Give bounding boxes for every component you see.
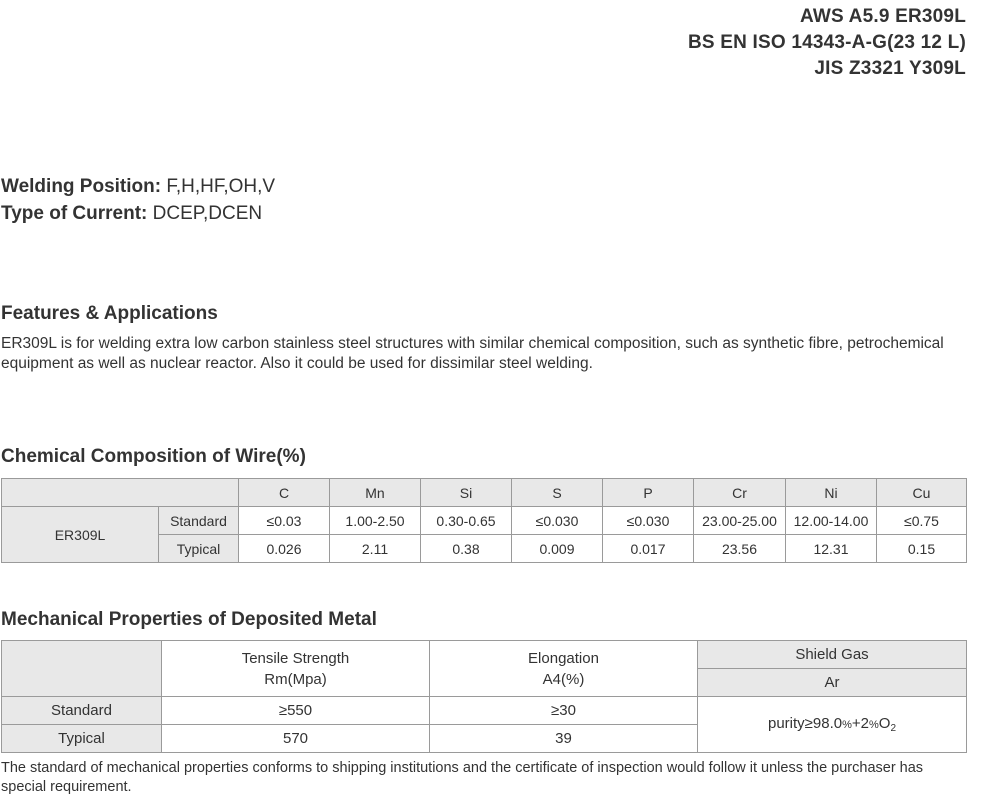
type-of-current-value: DCEP,DCEN [147,203,263,224]
mech-typical-tensile: 570 [162,725,430,753]
mech-purity-oxygen: O [878,715,891,732]
chem-standard-si: 0.30-0.65 [421,507,512,535]
mech-purity-prefix: purity≥98.0 [767,715,843,732]
mech-typical-label: Typical [2,725,162,753]
chem-typical-c: 0.026 [239,535,330,563]
features-title: Features & Applications [1,303,218,324]
standard-en-iso: BS EN ISO 14343-A-G(23 12 L) [687,32,966,53]
standard-aws: AWS A5.9 ER309L [800,6,966,27]
chem-typical-mn: 2.11 [330,535,421,563]
chemical-composition-table [1,478,967,563]
mechanical-properties-table [1,640,967,753]
chem-standard-ni: 12.00-14.00 [786,507,877,535]
chem-grade: ER309L [2,507,159,563]
welding-position [1,176,275,198]
mech-purity [698,697,967,753]
mech-standard-tensile: ≥550 [162,697,430,725]
mech-purity-mid: +2 [851,715,869,732]
standard-jis: JIS Z3321 Y309L [814,58,966,79]
chem-typical-label: Typical [159,535,239,563]
chemical-title: Chemical Composition of Wire(%) [1,446,306,467]
type-of-current [1,203,262,225]
chem-typical-p: 0.017 [603,535,694,563]
chem-standard-row [2,507,967,535]
chem-header-blank [2,479,239,507]
chem-element-p: P [603,479,694,507]
mech-standard-elongation: ≥30 [430,697,698,725]
mech-typical-elongation: 39 [430,725,698,753]
mech-tensile-header [162,641,430,697]
mech-purity-percent-1: % [842,719,852,731]
mech-header-row-1 [2,641,967,669]
mech-purity-percent-2: % [868,719,879,731]
mech-tensile-header-line2: Rm(Mpa) [264,670,327,688]
mech-gas-type: Ar [698,669,967,697]
mech-tensile-header-line1: Tensile Strength [241,649,350,667]
chem-element-ni: Ni [786,479,877,507]
chem-standard-mn: 1.00-2.50 [330,507,421,535]
mech-elongation-header-line2: A4(%) [542,670,585,688]
type-of-current-label: Type of Current: [1,203,148,224]
chem-standard-p: ≤0.030 [603,507,694,535]
mech-purity-subscript: 2 [890,723,896,734]
welding-position-value: F,H,HF,OH,V [161,176,276,197]
mech-standard-row [2,697,967,725]
chem-typical-ni: 12.31 [786,535,877,563]
chem-standard-cu: ≤0.75 [877,507,967,535]
chem-element-s: S [512,479,603,507]
chem-element-cr: Cr [694,479,786,507]
chem-element-c: C [239,479,330,507]
mech-elongation-header [430,641,698,697]
chem-header-row [2,479,967,507]
standards-block [688,4,966,82]
chem-typical-si: 0.38 [421,535,512,563]
mech-elongation-header-line1: Elongation [528,649,599,667]
mech-shield-gas-header: Shield Gas [698,641,967,669]
welding-position-label: Welding Position: [1,176,162,197]
chem-typical-cr: 23.56 [694,535,786,563]
chem-element-cu: Cu [877,479,967,507]
mech-standard-label: Standard [2,697,162,725]
chem-standard-label: Standard [159,507,239,535]
chem-typical-cu: 0.15 [877,535,967,563]
chem-standard-s: ≤0.030 [512,507,603,535]
mechanical-title: Mechanical Properties of Deposited Metal [1,609,377,630]
chem-element-si: Si [421,479,512,507]
chem-element-mn: Mn [330,479,421,507]
footer-note: The standard of mechanical properties conforms to shipping institutions and the certificate of inspection would follow it unless the purchaser has special requirement. [1,760,924,795]
chem-standard-cr: 23.00-25.00 [694,507,786,535]
mech-header-blank [2,641,162,697]
chem-standard-c: ≤0.03 [239,507,330,535]
features-text: ER309L is for welding extra low carbon stainless steel structures with similar chemical composition, such as synthetic fibre, petrochemical equipment as well as nuclear reactor. Also it could be used for dissimilar steel welding. [1,335,944,372]
chem-typical-s: 0.009 [512,535,603,563]
